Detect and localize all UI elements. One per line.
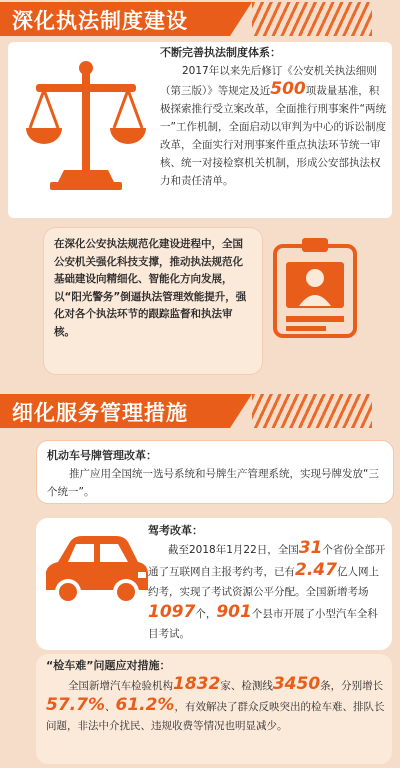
plate-reform-card: 机动车号牌管理改革： 推广应用全国统一选号系统和号牌生产管理系统，实现号牌发放“三个统一”。 bbox=[36, 440, 394, 504]
sub-heading: 不断完善执法制度体系： bbox=[160, 46, 281, 59]
section-header-2 bbox=[0, 394, 400, 428]
summary-text: 在深化公安执法规范化建设进程中，全国公安机关强化科技支撑，推动执法规范化基础建设向精细化、智能化方向发展，以“阳光警务”倒逼执法管理效能提升，强化对各个执法环节的跟踪监督和执法审核。 bbox=[54, 238, 247, 338]
car-icon bbox=[40, 532, 152, 614]
id-card-icon bbox=[272, 234, 358, 340]
execution-text: 不断完善执法制度体系： 2017年以来先后修订《公安机关执法细则（第三版）》等规定及近500项裁量基准，积极探索推行受立案改革，全面推行刑事案件“两统一”工作机制，全面启动以审判为中心的诉讼制度改革，全面实行对刑事案件重点执法环节统一审核、统一对接检察机关机制，形成公安部执法权力和责任清单。 bbox=[160, 44, 388, 190]
sub-heading: 机动车号牌管理改革： bbox=[47, 449, 157, 462]
highlight-number: 500 bbox=[270, 79, 306, 99]
section-title: 深化执法制度建设 bbox=[12, 9, 188, 33]
sub-heading: 驾考改革： bbox=[148, 524, 203, 537]
sub-heading: “检车难”问题应对措施： bbox=[46, 659, 171, 672]
section-header-1 bbox=[0, 2, 400, 36]
summary-box bbox=[44, 228, 262, 374]
inspection-card: “检车难”问题应对措施： 全国新增汽车检验机构1832家、检测线3450条，分别增长57.7%、61.2%，有效解决了群众反映突出的检车难、排队长问题，非法中介扰民、违规收费等情况也明显减少。 bbox=[36, 654, 392, 764]
section-title: 细化服务管理措施 bbox=[12, 401, 188, 425]
exam-text: 截至2018年1月22日，全国31个省份全部开通了互联网自主报考约考，已有2.47亿人网上约考，实现了考试资源公平分配。全国新增考场1097个，901个县市开展了小型汽车全科目考试。 bbox=[148, 538, 386, 640]
scales-icon bbox=[22, 58, 150, 196]
